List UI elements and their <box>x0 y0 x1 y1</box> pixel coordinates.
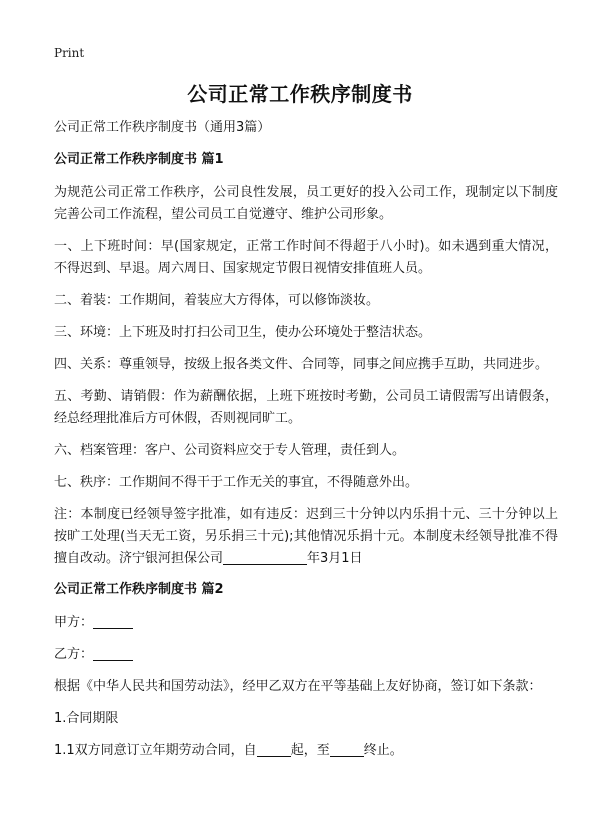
party-b-blank <box>93 646 133 661</box>
page-title: 公司正常工作秩序制度书 <box>187 82 413 106</box>
section-1-paragraph: 六、档案管理：客户、公司资料应交于专人管理，责任到人。 <box>54 443 406 458</box>
note-date: 年3月1日 <box>307 551 363 566</box>
print-link[interactable]: Print <box>54 46 85 60</box>
clause-1-1-part-c: 终止。 <box>363 743 403 758</box>
party-a-label: 甲方： <box>54 615 94 630</box>
clause-1-1 <box>54 740 558 762</box>
clause-1-1-part-a: 1.1双方同意订立年期劳动合同，自 <box>54 743 257 758</box>
clause-title: 1.合同期限 <box>54 711 119 726</box>
date-blank <box>223 550 307 565</box>
note-text: 注：本制度已经领导签字批准，如有违反：迟到三十分钟以内乐捐十元、三十分钟以上按旷工处理(当天无工资，另乐捐三十元);其他情况乐捐十元。本制度未经领导批准不得擅自改动。济宁银河担保公司 <box>54 507 558 566</box>
section-1-heading: 公司正常工作秩序制度书 篇1 <box>54 152 224 167</box>
party-a-blank <box>93 614 133 629</box>
document-body <box>54 118 558 772</box>
section-1-paragraph: 七、秩序：工作期间不得干于工作无关的事宜，不得随意外出。 <box>54 475 419 490</box>
section-1-paragraph: 四、关系：尊重领导，按级上报各类文件、合同等，同事之间应携手互助，共同进步。 <box>54 357 549 372</box>
section-1-paragraph: 三、环境：上下班及时打扫公司卫生，使办公环境处于整洁状态。 <box>54 325 432 340</box>
section-2-heading: 公司正常工作秩序制度书 篇2 <box>54 582 224 597</box>
party-b-label: 乙方： <box>54 647 94 662</box>
clause-1-1-part-b: 起，至 <box>290 743 330 758</box>
section-1-paragraph: 一、上下班时间：早(国家规定，正常工作时间不得超于八小时)。如未遇到重大情况，不得迟到、早退。周六周日、国家规定节假日视情安排值班人员。 <box>54 239 558 276</box>
document-subtitle: 公司正常工作秩序制度书（通用3篇） <box>54 120 271 135</box>
party-b-line <box>54 644 558 666</box>
section-1-paragraph: 二、着装：工作期间，着装应大方得体，可以修饰淡妆。 <box>54 293 380 308</box>
end-date-blank <box>330 742 364 757</box>
intro-paragraph: 根据《中华人民共和国劳动法》，经甲乙双方在平等基础上友好协商，签订如下条款： <box>54 679 542 694</box>
section-1-note <box>54 504 558 570</box>
start-date-blank <box>257 742 291 757</box>
party-a-line <box>54 612 558 634</box>
section-1-paragraph: 五、考勤、请销假：作为薪酬依据，上班下班按时考勤，公司员工请假需写出请假条，经总经理批准后方可休假，否则视同旷工。 <box>54 389 558 426</box>
section-1-paragraph: 为规范公司正常工作秩序，公司良性发展，员工更好的投入公司工作，现制定以下制度完善公司工作流程，望公司员工自觉遵守、维护公司形象。 <box>54 185 558 222</box>
